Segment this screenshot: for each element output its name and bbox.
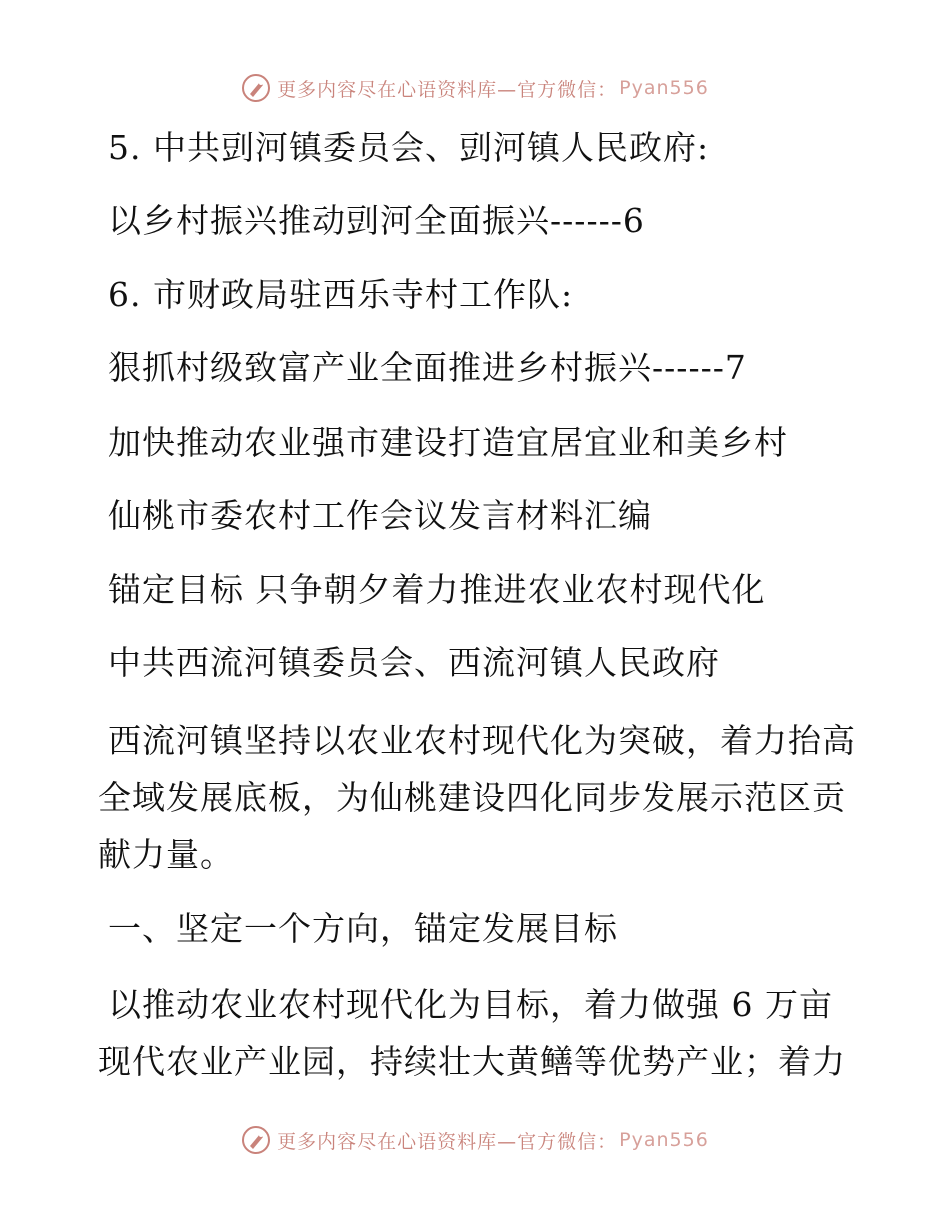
watermark-footer xyxy=(0,1122,950,1158)
article-author: 中共西流河镇委员会、西流河镇人民政府 xyxy=(108,643,720,682)
pen-nib-logo-icon xyxy=(241,1125,271,1155)
section-heading: 加快推动农业强市建设打造宜居宜业和美乡村 xyxy=(108,423,788,462)
paragraph-intro: 西流河镇坚持以农业农村现代化为突破，着力抬高全域发展底板，为仙桃建设四化同步发展示范区贡献力量。 xyxy=(98,721,856,874)
paragraph-body: 以推动农业农村现代化为目标，着力做强 6 万亩现代农业产业园，持续壮大黄鳝等优势产业；着力 xyxy=(98,985,846,1081)
toc-item-6-subtitle: 狠抓村级致富产业全面推进乡村振兴------7 xyxy=(108,348,747,387)
subheading-1: 一、坚定一个方向，锚定发展目标 xyxy=(108,909,618,948)
watermark-text: 更多内容尽在心语资料库—官方微信： xyxy=(277,1130,618,1153)
toc-item-6-title: 6. 市财政局驻西乐寺村工作队: xyxy=(108,275,574,314)
article-title: 锚定目标 只争朝夕着力推进农业农村现代化 xyxy=(108,570,766,609)
watermark-id: Pyan556 xyxy=(619,1129,709,1151)
toc-item-5-subtitle: 以乡村振兴推动剅河全面振兴------6 xyxy=(108,201,645,240)
watermark-text: 更多内容尽在心语资料库—官方微信： xyxy=(277,78,618,101)
document-title: 仙桃市委农村工作会议发言材料汇编 xyxy=(108,496,652,535)
toc-item-5-title: 5. 中共剅河镇委员会、剅河镇人民政府: xyxy=(108,128,710,167)
watermark-id: Pyan556 xyxy=(619,77,709,99)
